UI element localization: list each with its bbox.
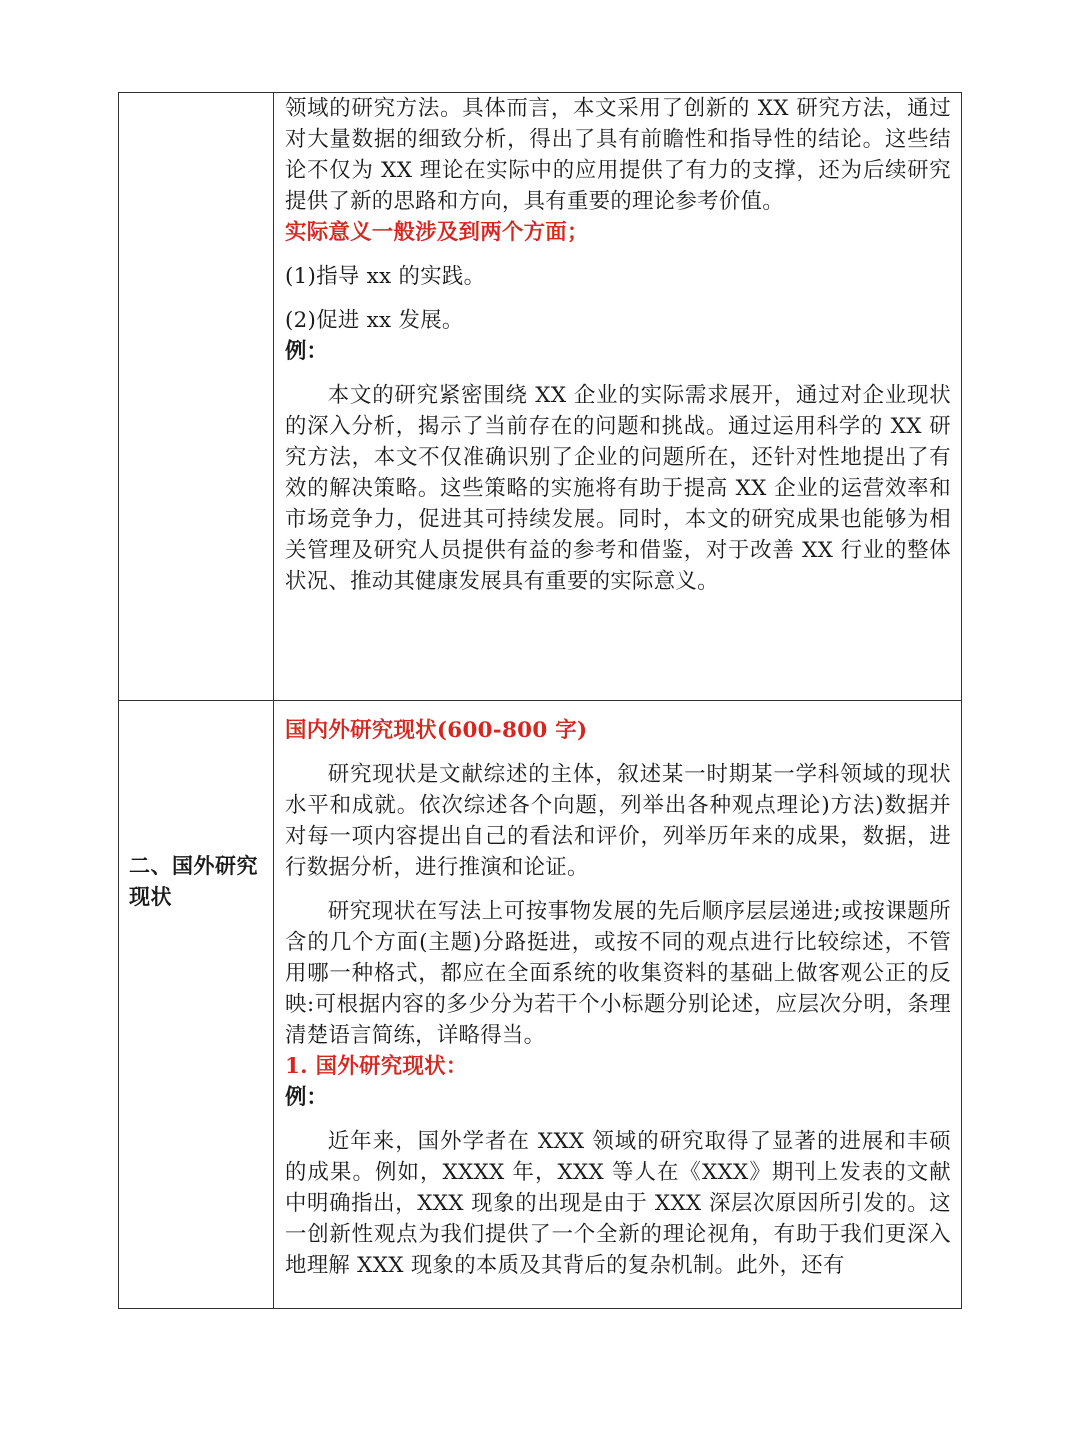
example-paragraph: 近年来，国外学者在 XXX 领域的研究取得了显著的进展和丰硕的成果。例如，XXXX 年，XXX 等人在《XXX》期刊上发表的文献中明确指出，XXX 现象的出现是由于 XXX 深层次原因所引发的。这一创新性观点为我们提供了一个全新的理论视角，有助于我们更深入地理解 XXX 现象的本质及其背后的复杂机制。此外，还有	[285, 1129, 951, 1278]
section1-left-cell	[119, 93, 274, 701]
section2-title-cell	[119, 701, 274, 1309]
table-row	[119, 701, 962, 1309]
proposal-table	[118, 92, 962, 1309]
example-label: 例：	[285, 339, 328, 364]
section1-content-cell	[274, 93, 962, 701]
list-item: (2)促进 xx 发展。	[285, 308, 464, 333]
foreign-research-subheading: 1. 国外研究现状：	[285, 1054, 468, 1079]
example-paragraph: 本文的研究紧密围绕 XX 企业的实际需求展开，通过对企业现状的深入分析，揭示了当前存在的问题和挑战。通过运用科学的 XX 研究方法，本文不仅准确识别了企业的问题所在，还针对性地提出了有效的解决策略。这些策略的实施将有助于提高 XX 企业的运营效率和市场竞争力，促进其可持续发展。同时，本文的研究成果也能够为相关管理及研究人员提供有益的参考和借鉴，对于改善 XX 行业的整体状况、推动其健康发展具有重要的实际意义。	[285, 383, 951, 594]
list-item: (1)指导 xx 的实践。	[285, 264, 486, 289]
example-label: 例：	[285, 1085, 328, 1110]
continued-paragraph: 领域的研究方法。具体而言，本文采用了创新的 XX 研究方法，通过对大量数据的细致分析，得出了具有前瞻性和指导性的结论。这些结论不仅为 XX 理论在实际中的应用提供了有力的支撑，还为后续研究提供了新的思路和方向，具有重要的理论参考价值。	[285, 96, 951, 214]
table-row	[119, 93, 962, 701]
body-paragraph: 研究现状是文献综述的主体，叙述某一时期某一学科领域的现状水平和成就。依次综述各个向题，列举出各种观点理论)方法)数据并对每一项内容提出自己的看法和评价，列举历年来的成果，数据，进行数据分析，进行推演和论证。	[285, 762, 951, 880]
section2-content-cell	[274, 701, 962, 1309]
practical-significance-heading: 实际意义一般涉及到两个方面；	[285, 220, 589, 245]
body-paragraph: 研究现状在写法上可按事物发展的先后顺序层层递进;或按课题所含的几个方面(主题)分路挺进，或按不同的观点进行比较综述，不管用哪一种格式，都应在全面系统的收集资料的基础上做客观公正的反映:可根据内容的多少分为若干个小标题分别论述，应层次分明，条理清楚语言简练，详略得当。	[285, 899, 951, 1048]
research-status-heading: 国内外研究现状(600-800 字)	[285, 718, 588, 743]
section-title: 二、国外研究现状	[129, 853, 258, 909]
